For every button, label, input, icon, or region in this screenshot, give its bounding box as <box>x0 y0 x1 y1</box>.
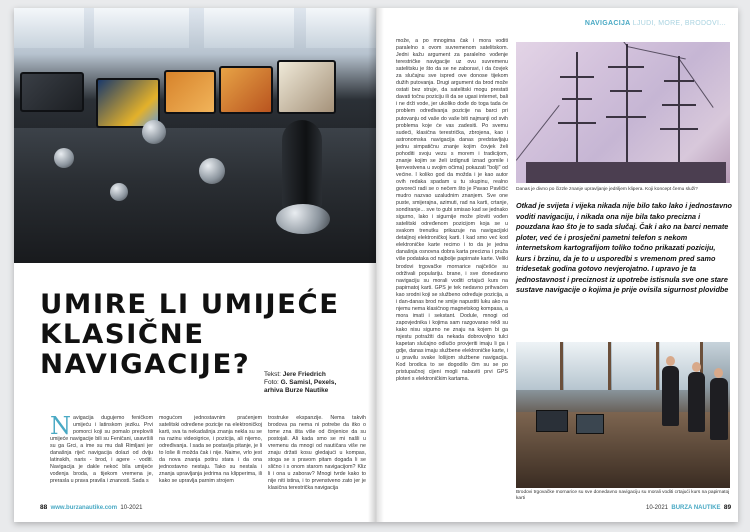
ship-rigging <box>516 105 559 161</box>
headline-line: KLASIČNE <box>40 319 205 350</box>
body-text: mogućom jednostavnim praćenjem satelitski određene pozicije na elektroničkoj karti, sva ta nekadašnja znanja nekla su se na razinu videoigrice, i pozicija, ali nijemo, određivanja. I sada se postavlja pitanje, je li to loše ili možda čak i nije. Naime, vrlo jest da nova znanja potiru stara i da ona jednostavno nestaju. Tako su nestala i znanja upravljanja jedrima na klipperima, ili kako se upravlja parnim strojem <box>159 415 262 485</box>
body-text: trostruke ekspanzije. Nema takvih brodova pa nema ni potrebe da itko o tome zna išta više od činjenice da su postojali. Ali kada smo se mi našli u vremenu da mnogi od nautičara više ne znaju držati kosu gledajući u kompas, stoga se s pravom pitam događa li se slično i s onom starom navigacijom? Kliz li i ona u zaborav? Mnogi tvrde kako to nije niti istina, i to prvenstveno zato jer je klasična terestrička navigacija <box>268 415 366 492</box>
body-column-2 <box>159 415 262 485</box>
brand-name: BURZA NAUTIKE <box>671 505 721 511</box>
instrument-panel <box>576 414 604 434</box>
crew-member <box>688 372 705 432</box>
pull-quote-text: Otkad je svijeta i vijeka nikada nije bilo tako lako i jednostavno voditi navigaciju, i nikada ona nije bila tako precizna i pouzdana kao što je to sada slučaj. Čak i ako na barci nemate ploter, već će i prosječni pametni telefon s nekom internetskom kartografijom toliko točno prikazati poziciju, kurs i brzinu, da je to u usporedbi s vremenom pred samo tridesetak godina gotovo nevjerojatno. I upravo je ta jednostavnost i preciznost iz upotrebe istisnula sve one stare sustave navigacije o kojima je prije ovisila sigurnost plovidbe <box>516 201 732 294</box>
site-url[interactable]: www.burzanautike.com <box>50 505 118 511</box>
control-knob <box>54 148 74 168</box>
tall-ship-photo <box>516 42 730 183</box>
article-headline <box>40 290 346 380</box>
ship-yard <box>558 122 596 124</box>
crew-member-head <box>666 356 675 366</box>
ship-rigging <box>627 46 686 59</box>
ship-yard <box>608 66 644 68</box>
control-knob <box>199 158 225 184</box>
instrument-panel <box>536 410 568 432</box>
body-column-1 <box>50 412 153 485</box>
body-column-main <box>396 38 508 383</box>
caption-text: Brodovi trgovačke mornarice su sve donedavno navigaciju su morali voditi crtajući kurs na papirnatoj karti <box>516 490 730 501</box>
photo-caption <box>516 490 732 502</box>
control-knob <box>142 120 166 144</box>
ship-mast <box>576 52 578 164</box>
bridge-window <box>564 342 611 390</box>
crew-member <box>662 366 679 426</box>
photo-credit: arhiva Burze Nautike <box>264 387 329 394</box>
ship-yard <box>560 76 594 78</box>
page-number: 89 <box>723 504 732 511</box>
ship-rigging <box>581 42 628 46</box>
bridge-crew-photo <box>516 342 730 488</box>
ship-mast <box>678 56 680 164</box>
lever-base <box>276 204 330 234</box>
chart-screen <box>164 70 216 114</box>
headline-line: UMIRE LI UMIJEĆE <box>40 289 340 320</box>
chart-screen <box>219 66 273 114</box>
drop-cap: N <box>50 412 71 440</box>
bridge-window <box>516 342 563 390</box>
crew-member <box>710 378 728 440</box>
issue-label: 10-2021 <box>646 505 669 511</box>
page-number: 88 <box>40 504 48 511</box>
ship-yard <box>562 98 592 100</box>
body-column-3 <box>268 415 366 493</box>
ship-yard <box>664 80 694 82</box>
article-credits <box>264 371 368 395</box>
right-page <box>376 8 738 522</box>
photo-credit: G. Samisl, Pexels, <box>280 379 337 386</box>
bridge-window <box>612 342 659 390</box>
section-tag <box>585 20 726 27</box>
author-name: Jere Friedrich <box>282 371 326 378</box>
issue-label: 10-2021 <box>120 505 143 511</box>
body-text: može, a po mnogima čak i mora voditi paralelno s ovom suvremenom satelitskom. Jedni kažu argument za paralelno vođenje terestričke navigacije uz ovu suvremenu satelitsku je što da se ne zaboravi, i da čovjek za slučajnu sve ispred ove donose tijekom dužih putovanja. Drugi argument da brod može ostati bez struje, da satelitski mogu prestati davati točnu poziciju ili da se ugasi internet, bali i ne drži vode, jer ukoliko dođe do toga tada će problem određivanja pozicije na barci pri putovanju od vaše do vaše biti najmanji od svih problema koje će vas zadesiti. Po svemu sudeći, klasična terestrička, zbrojena, kao i astronomska navigacija danas predstavljaju jednu simpatičnu znanje kojim čovjek želi pohoditi svoju vezu s morem i tradicijom, znanje kojim se želi izdignuti iznad gomile i ljenvestvena u svojim očima) pokazati "bolji" od većine. I koliko god da možda i je kao autor ovih redaka spadam u tu skupinu, realno govoreći radi se o nečem što je Pavao Pavličić mudro nazvao uzaludnim znanjem. Sve one puste, smijerajna, azimuti, rad na karti, crtanje, sondiranje... sve to gubi smisao kad se jednako sigurno, lako i sigurnije može ploviti vođen satelitski određenom pozicijom koja se u svakom trenutku prikazuje na navigacijski detaljnoj elektroničkoj karti. I kad smo već kod elektroničke karte recimo i to da je jedna današnja osnovna dobra karta precizna i pruža više podataka od najbolje papirnate karte. Veliki brodovi trgovačke mornarice najčešće su održivali populariju. brane, i sve donedavno navigaciju su morali voditi crtajući kurs na papirnatoj karti. GPS je tek nedavno prihvaćen kao srodni koji se službeno određuje pozicija, a i dan-danas brod ne smije napustiti luku ako na njemu nema klasičnog magnetskog kompasa, a mora imati i sekstant. Dodule, mnogi od zapovjednika i kojima sam razgovarao rekli su kako nisu sigurno ne znaju na kojem bi ga mjestu potražiti da nekada dobrovoljno tulci kapetan slučajno odlučio provjeriti imaju li ga i gdje, danas imaju službene elektroničke karte, i u pravilu svake lošijom službene navigacija. Kod brodica to se dogodilo čim su se po pristupačnoj cijeni mogli nabaviti prvi GPS ploteri s elektroničkim kartama. <box>396 38 508 383</box>
ship-yard <box>606 116 646 118</box>
pull-quote <box>516 201 732 296</box>
ship-yard <box>610 90 642 92</box>
section-name: NAVIGACIJA <box>584 20 631 27</box>
control-knob <box>110 183 128 201</box>
right-folio <box>646 504 731 511</box>
credit-label: Foto: <box>264 379 279 386</box>
left-page <box>14 8 376 522</box>
ship-rigging <box>679 58 714 107</box>
display-screen <box>277 60 336 114</box>
ship-bridge-photo <box>14 8 376 263</box>
ship-yard <box>662 104 696 106</box>
bridge-window <box>306 8 376 48</box>
ship-mast <box>626 44 628 164</box>
section-subtitle: LJUDI, MORE, BRODOVI... <box>632 20 726 27</box>
ship-yard <box>660 128 698 130</box>
crew-member-head <box>692 362 701 372</box>
magazine-spread <box>14 8 738 522</box>
bridge-window <box>14 8 84 48</box>
headline-line: NAVIGACIJE? <box>40 349 251 380</box>
crew-member-head <box>714 368 723 378</box>
left-folio <box>40 504 142 511</box>
display-screen <box>20 72 84 112</box>
bridge-window <box>94 8 189 48</box>
body-text: avigacija dugujemo feničkom umijeću i latinskom jeziku. Prvi pomorci koji su pomalо preplovili umijeće navigacije bili su Feničani, usavršili su ga Grci, a ime su mu dali Rimljani jer današnja riječ navigacija dolazi od dviju latinskih, naris - brod, i agere - voditi. Navigacija je dakle nekoć bila umijeće vođenja broda, a tijekom vremena je, prerasla u prava pravila i znanosti. Sada s <box>50 415 153 485</box>
credit-label: Tekst: <box>264 371 281 378</box>
ship-hull <box>526 162 726 183</box>
photo-caption <box>516 187 732 193</box>
bridge-window <box>204 8 294 48</box>
throttle-lever <box>282 120 322 208</box>
caption-text: Danas je divno po čizzle znanje upravljanje jedrilјem klipera. Koji koncept čemu služi? <box>516 187 698 192</box>
